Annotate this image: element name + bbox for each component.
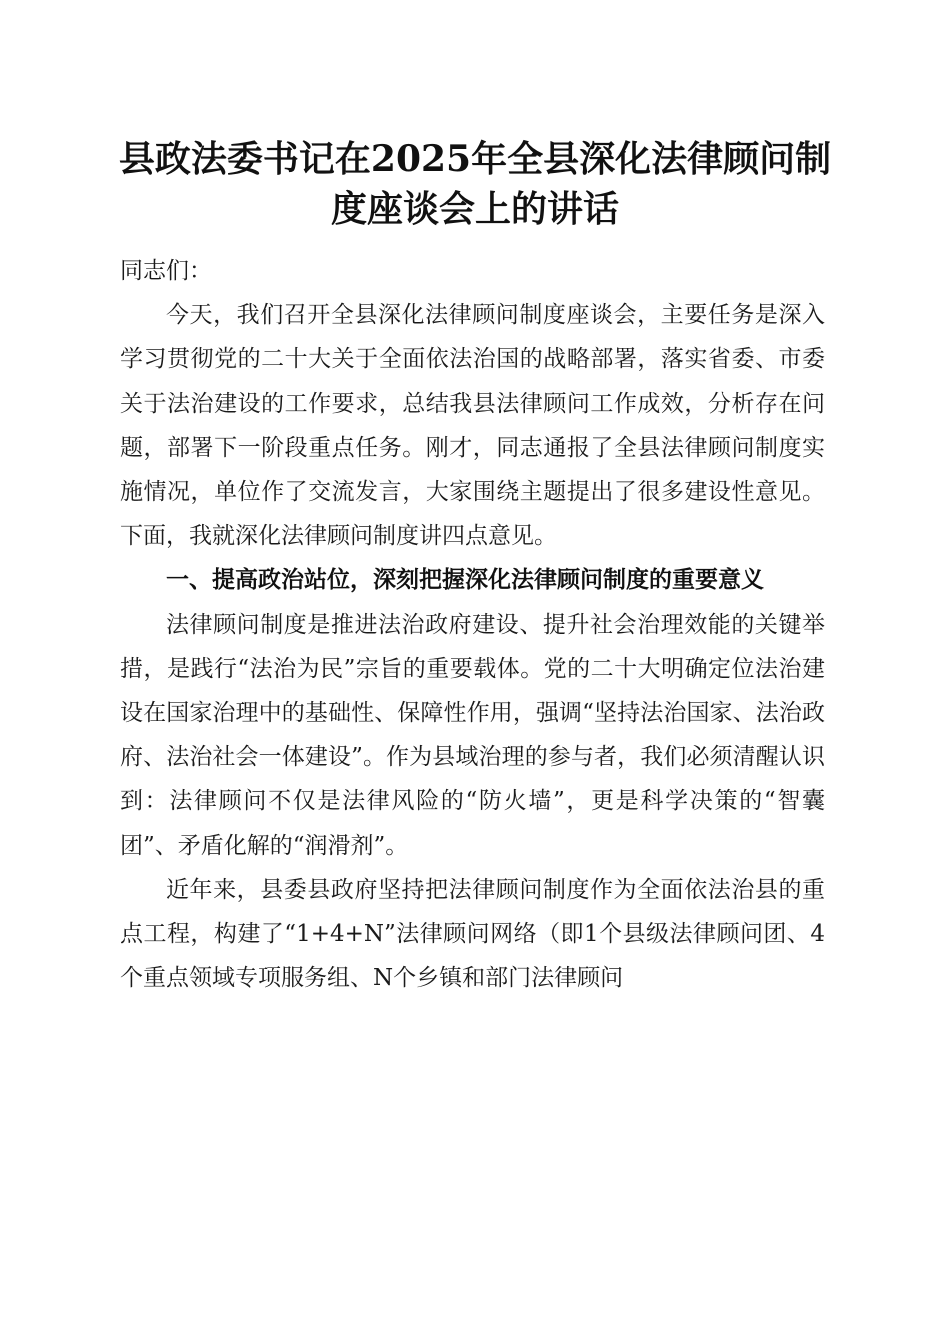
- section-heading-1: 一、提高政治站位，深刻把握深化法律顾问制度的重要意义: [166, 567, 764, 594]
- document-body: [120, 249, 825, 1000]
- salutation: 同志们：: [120, 258, 212, 284]
- document-title: 县政法委书记在2025年全县深化法律顾问制度座谈会上的讲话: [118, 138, 832, 230]
- paragraph-significance: 法律顾问制度是推进法治政府建设、提升社会治理效能的关键举措，是践行“法治为民”宗旨的重要载体。党的二十大明确定位法治建设在国家治理中的基础性、保障性作用，强调“坚持法治国家、法治政府、法治社会一体建设”。作为县域治理的参与者，我们必须清醒认识到：法律顾问不仅是法律风险的“防火墙”，更是科学决策的“智囊团”、矛盾化解的“润滑剂”。: [120, 611, 825, 859]
- paragraph-recent-years: 近年来，县委县政府坚持把法律顾问制度作为全面依法治县的重点工程，构建了“1+4+N”法律顾问网络（即1个县级法律顾问团、4个重点领域专项服务组、N个乡镇和部门法律顾问: [120, 876, 825, 992]
- paragraph-intro: 今天，我们召开全县深化法律顾问制度座谈会，主要任务是深入学习贯彻党的二十大关于全面依法治国的战略部署，落实省委、市委关于法治建设的工作要求，总结我县法律顾问工作成效，分析存在问题，部署下一阶段重点任务。刚才，同志通报了全县法律顾问制度实施情况，单位作了交流发言，大家围绕主题提出了很多建设性意见。下面，我就深化法律顾问制度讲四点意见。: [120, 302, 825, 550]
